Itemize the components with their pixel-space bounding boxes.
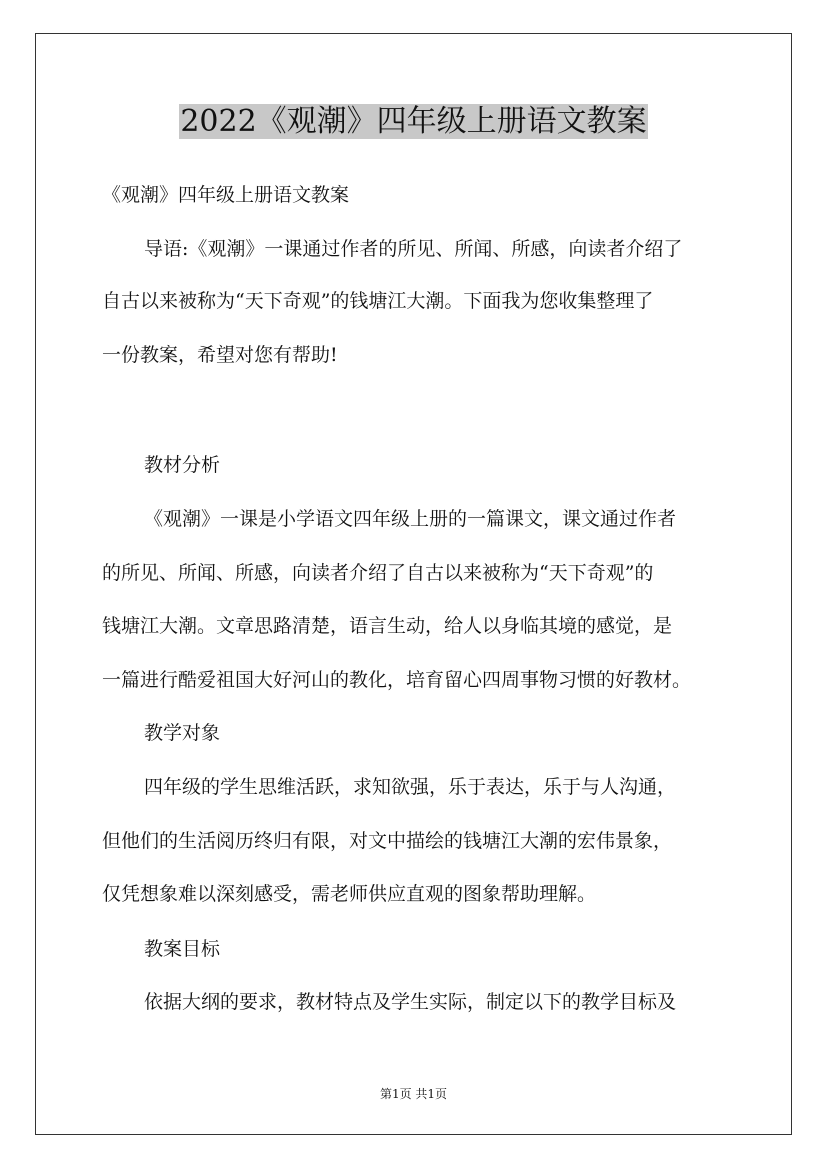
audience-line-3: 仅凭想象难以深刻感受，需老师供应直观的图象帮助理解。 [102,883,597,905]
intro-line-3: 一份教案，希望对您有帮助! [102,344,338,366]
intro-line-2: 自古以来被称为“天下奇观”的钱塘江大潮。下面我为您收集整理了 [102,290,654,312]
page-footer: 第1页 共1页 [379,1087,448,1101]
analysis-line-3: 钱塘江大潮。文章思路清楚，语言生动，给人以身临其境的感觉，是 [102,615,673,637]
audience-line-2: 但他们的生活阅历终归有限，对文中描绘的钱塘江大潮的宏伟景象， [102,830,673,852]
section-heading-audience: 教学对象 [144,722,221,744]
document-title: 2022《观潮》四年级上册语文教案 [180,104,647,139]
section-heading-goals: 教案目标 [144,938,221,960]
audience-line-1: 四年级的学生思维活跃，求知欲强，乐于表达，乐于与人沟通， [144,776,677,798]
analysis-line-2: 的所见、所闻、所感，向读者介绍了自古以来被称为“天下奇观”的 [102,562,654,584]
section-heading-analysis: 教材分析 [144,454,221,476]
document-title-container [0,100,827,144]
intro-line-1: 导语:《观潮》一课通过作者的所见、所闻、所感，向读者介绍了 [144,238,683,260]
goals-line-1: 依据大纲的要求，教材特点及学生实际，制定以下的教学目标及 [144,991,677,1013]
analysis-line-4: 一篇进行酷爱祖国大好河山的教化，培育留心四周事物习惯的好教材。 [102,669,692,691]
document-subtitle: 《观潮》四年级上册语文教案 [102,184,350,206]
analysis-line-1: 《观潮》一课是小学语文四年级上册的一篇课文，课文通过作者 [144,508,677,530]
